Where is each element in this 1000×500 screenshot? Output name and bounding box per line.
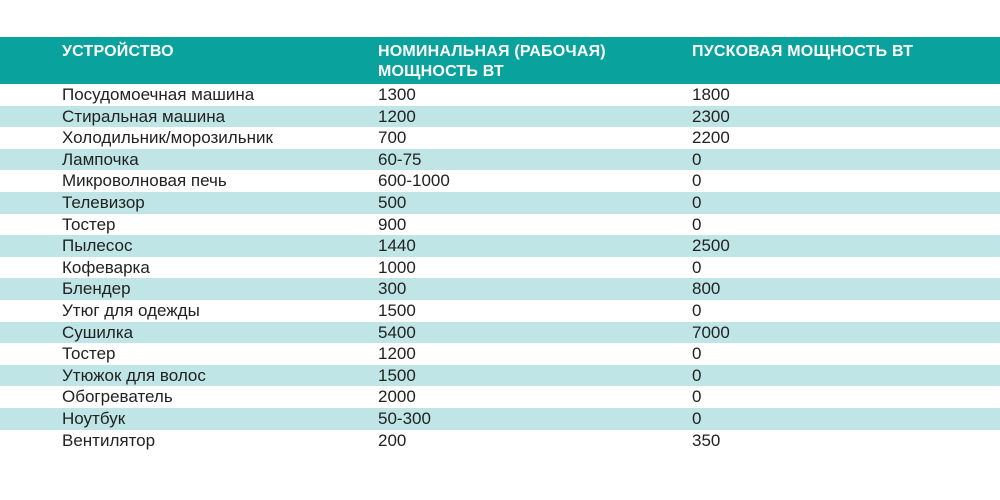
table-body <box>0 84 1000 451</box>
table-row <box>0 300 1000 322</box>
cell-rated-power: 5400 <box>378 322 416 342</box>
table-row <box>0 278 1000 300</box>
table-row <box>0 106 1000 128</box>
cell-device: Тостер <box>62 344 116 364</box>
cell-rated-power: 1000 <box>378 257 416 277</box>
header-starting-power: ПУСКОВАЯ МОЩНОСТЬ ВТ <box>692 43 914 60</box>
table-row <box>0 192 1000 214</box>
cell-device: Лампочка <box>62 149 139 169</box>
cell-device: Кофеварка <box>62 257 150 277</box>
cell-starting-power: 0 <box>692 192 702 212</box>
cell-rated-power: 2000 <box>378 387 416 407</box>
cell-starting-power: 0 <box>692 149 702 169</box>
cell-rated-power: 60-75 <box>378 149 422 169</box>
cell-device: Вентилятор <box>62 430 156 450</box>
table-row <box>0 84 1000 106</box>
cell-device: Телевизор <box>62 192 145 212</box>
cell-starting-power: 2500 <box>692 236 730 256</box>
cell-rated-power: 500 <box>378 192 407 212</box>
table-header <box>0 37 1000 84</box>
cell-device: Микроволновая печь <box>62 171 227 191</box>
cell-rated-power: 1500 <box>378 300 416 320</box>
cell-starting-power: 2200 <box>692 128 730 148</box>
table-row <box>0 170 1000 192</box>
cell-device: Холодильник/морозильник <box>62 128 273 148</box>
cell-rated-power: 1200 <box>378 344 416 364</box>
table-row <box>0 149 1000 171</box>
cell-device: Утюжок для волос <box>62 365 206 385</box>
cell-starting-power: 0 <box>692 300 702 320</box>
cell-device: Тостер <box>62 214 116 234</box>
power-table <box>0 37 1000 451</box>
cell-rated-power: 50-300 <box>378 408 431 428</box>
cell-starting-power: 0 <box>692 365 702 385</box>
cell-device: Посудомоечная машина <box>62 85 255 104</box>
cell-rated-power: 900 <box>378 214 407 234</box>
table-row <box>0 322 1000 344</box>
header-rated-power: НОМИНАЛЬНАЯ (РАБОЧАЯ) МОЩНОСТЬ ВТ <box>378 43 606 80</box>
cell-rated-power: 1500 <box>378 365 416 385</box>
header-device: УСТРОЙСТВО <box>62 43 174 60</box>
cell-device: Сушилка <box>62 322 134 342</box>
table-row <box>0 365 1000 387</box>
table-row <box>0 386 1000 408</box>
cell-starting-power: 350 <box>692 430 721 450</box>
cell-starting-power: 0 <box>692 214 702 234</box>
cell-device: Блендер <box>62 279 131 299</box>
cell-rated-power: 600-1000 <box>378 171 450 191</box>
cell-starting-power: 800 <box>692 279 721 299</box>
cell-rated-power: 1440 <box>378 236 416 256</box>
cell-device: Утюг для одежды <box>62 300 200 320</box>
cell-device: Пылесос <box>62 236 133 256</box>
table-row <box>0 235 1000 257</box>
table-row <box>0 127 1000 149</box>
table-row <box>0 343 1000 365</box>
cell-rated-power: 300 <box>378 279 407 299</box>
cell-starting-power: 7000 <box>692 322 730 342</box>
cell-starting-power: 0 <box>692 257 702 277</box>
table-row <box>0 257 1000 279</box>
cell-rated-power: 1300 <box>378 85 416 104</box>
cell-starting-power: 2300 <box>692 106 730 126</box>
table-row <box>0 408 1000 430</box>
cell-device: Ноутбук <box>62 408 126 428</box>
cell-starting-power: 0 <box>692 171 702 191</box>
cell-device: Стиральная машина <box>62 106 226 126</box>
cell-rated-power: 200 <box>378 430 407 450</box>
table-row <box>0 430 1000 452</box>
cell-rated-power: 1200 <box>378 106 416 126</box>
cell-device: Обогреватель <box>62 387 173 407</box>
cell-starting-power: 0 <box>692 344 702 364</box>
cell-starting-power: 1800 <box>692 85 730 104</box>
cell-starting-power: 0 <box>692 408 702 428</box>
cell-rated-power: 700 <box>378 128 407 148</box>
cell-starting-power: 0 <box>692 387 702 407</box>
table-row <box>0 214 1000 236</box>
